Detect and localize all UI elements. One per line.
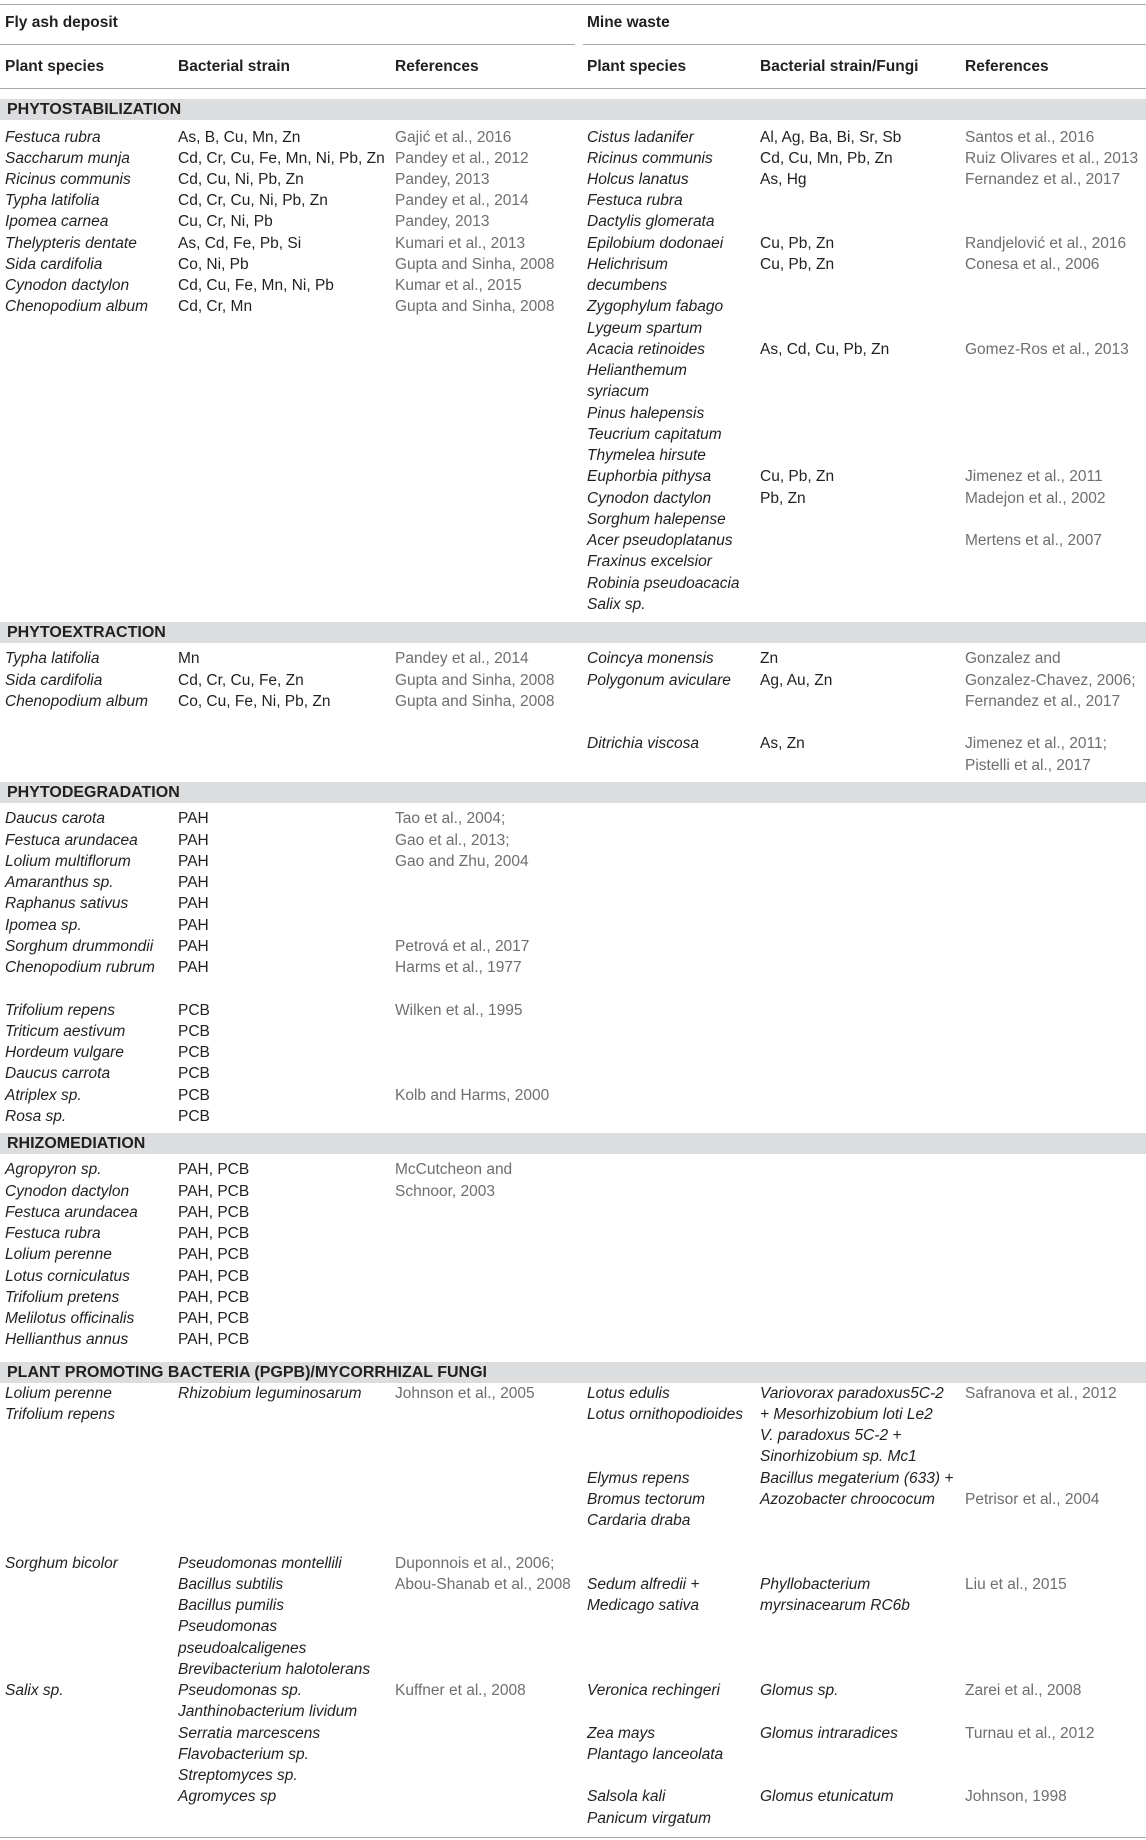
col-header-bacterial-strain-fungi: Bacterial strain/Fungi bbox=[760, 58, 919, 75]
mine-plant-species-cell: Epilobium dodonaei bbox=[587, 235, 724, 252]
mine-plant-species-cell: Ditrichia viscosa bbox=[587, 735, 699, 752]
mine-plant-species-cell: decumbens bbox=[587, 277, 668, 294]
top-rule bbox=[0, 4, 1146, 5]
mine-plant-species-cell: Lotus ornithopodioides bbox=[587, 1406, 743, 1423]
mine-strain-cell: Phyllobacterium bbox=[760, 1576, 871, 1593]
reference-cell: Kuffner et al., 2008 bbox=[395, 1682, 526, 1699]
plant-species-cell: Chenopodium album bbox=[5, 298, 149, 315]
mine-reference-cell: Santos et al., 2016 bbox=[965, 129, 1095, 146]
bacterial-strain-cell: Cd, Cr, Cu, Ni, Pb, Zn bbox=[178, 192, 328, 209]
plant-species-cell: Ipomea sp. bbox=[5, 917, 82, 934]
plant-species-cell: Hordeum vulgare bbox=[5, 1044, 124, 1061]
bacterial-strain-cell: PAH bbox=[178, 810, 209, 827]
plant-species-cell: Typha latifolia bbox=[5, 192, 100, 209]
plant-species-cell: Lolium perenne bbox=[5, 1246, 112, 1263]
bacterial-strain-cell: PCB bbox=[178, 1002, 210, 1019]
plant-species-cell: Salix sp. bbox=[5, 1682, 64, 1699]
mine-strain-cell: myrsinacearum RC6b bbox=[760, 1597, 910, 1614]
bacterial-strain-cell: Rhizobium leguminosarum bbox=[178, 1385, 362, 1402]
reference-cell: Johnson et al., 2005 bbox=[395, 1385, 535, 1402]
mine-reference-cell: Jimenez et al., 2011; bbox=[965, 735, 1107, 752]
reference-cell: Pandey, 2013 bbox=[395, 213, 490, 230]
reference-cell: Kumar et al., 2015 bbox=[395, 277, 522, 294]
mine-plant-species-cell: Veronica rechingeri bbox=[587, 1682, 720, 1699]
mine-plant-species-cell: Salix sp. bbox=[587, 596, 646, 613]
mine-strain-cell: Zn bbox=[760, 650, 779, 667]
reference-cell: Abou-Shanab et al., 2008 bbox=[395, 1576, 571, 1593]
group-header-fly-ash: Fly ash deposit bbox=[5, 14, 118, 31]
section-phytoextraction: PHYTOEXTRACTION bbox=[7, 624, 166, 641]
plant-species-cell: Hellianthus annus bbox=[5, 1331, 129, 1348]
group-rule-right bbox=[583, 44, 1146, 45]
bacterial-strain-cell: pseudoalcaligenes bbox=[178, 1640, 307, 1657]
mine-plant-species-cell: Bromus tectorum bbox=[587, 1491, 706, 1508]
bacterial-strain-cell: Agromyces sp bbox=[178, 1788, 277, 1805]
bacterial-strain-cell: PCB bbox=[178, 1087, 210, 1104]
plant-species-cell: Sida cardifolia bbox=[5, 256, 103, 273]
reference-cell: Kumari et al., 2013 bbox=[395, 235, 526, 252]
mine-plant-species-cell: Acacia retinoides bbox=[587, 341, 706, 358]
mine-strain-cell: V. paradoxus 5C-2 + bbox=[760, 1427, 902, 1444]
plant-species-cell: Typha latifolia bbox=[5, 650, 100, 667]
group-header-mine-waste: Mine waste bbox=[587, 14, 670, 31]
mine-reference-cell: Johnson, 1998 bbox=[965, 1788, 1067, 1805]
header-rule bbox=[0, 88, 1146, 89]
plant-species-cell: Cynodon dactylon bbox=[5, 277, 130, 294]
reference-cell: Gupta and Sinha, 2008 bbox=[395, 672, 555, 689]
reference-cell: Gajić et al., 2016 bbox=[395, 129, 512, 146]
reference-cell: Petrová et al., 2017 bbox=[395, 938, 530, 955]
section-phytodegradation: PHYTODEGRADATION bbox=[7, 784, 180, 801]
bacterial-strain-cell: Co, Ni, Pb bbox=[178, 256, 249, 273]
mine-plant-species-cell: Salsola kali bbox=[587, 1788, 666, 1805]
mine-plant-species-cell: syriacum bbox=[587, 383, 650, 400]
bacterial-strain-cell: PAH bbox=[178, 874, 209, 891]
bacterial-strain-cell: Cu, Cr, Ni, Pb bbox=[178, 213, 273, 230]
reference-cell: Gupta and Sinha, 2008 bbox=[395, 693, 555, 710]
plant-species-cell: Triticum aestivum bbox=[5, 1023, 126, 1040]
bacterial-strain-cell: PCB bbox=[178, 1023, 210, 1040]
mine-strain-cell: As, Hg bbox=[760, 171, 807, 188]
bacterial-strain-cell: Bacillus subtilis bbox=[178, 1576, 284, 1593]
mine-reference-cell: Turnau et al., 2012 bbox=[965, 1725, 1095, 1742]
bacterial-strain-cell: Brevibacterium halotolerans bbox=[178, 1661, 371, 1678]
mine-plant-species-cell: Coincya monensis bbox=[587, 650, 714, 667]
mine-reference-cell: Jimenez et al., 2011 bbox=[965, 468, 1103, 485]
plant-species-cell: Raphanus sativus bbox=[5, 895, 129, 912]
bacterial-strain-cell: Pseudomonas sp. bbox=[178, 1682, 303, 1699]
plant-species-cell: Trifolium repens bbox=[5, 1406, 115, 1423]
mine-plant-species-cell: Cistus ladanifer bbox=[587, 129, 694, 146]
mine-strain-cell: Glomus sp. bbox=[760, 1682, 839, 1699]
mine-strain-cell: Cu, Pb, Zn bbox=[760, 468, 835, 485]
plant-species-cell: Chenopodium album bbox=[5, 693, 149, 710]
bacterial-strain-cell: PCB bbox=[178, 1044, 210, 1061]
mine-plant-species-cell: Ricinus communis bbox=[587, 150, 713, 167]
plant-species-cell: Atriplex sp. bbox=[5, 1087, 82, 1104]
mine-plant-species-cell: Lotus edulis bbox=[587, 1385, 670, 1402]
plant-species-cell: Lotus corniculatus bbox=[5, 1268, 130, 1285]
mine-plant-species-cell: Lygeum spartum bbox=[587, 320, 703, 337]
mine-strain-cell: Al, Ag, Ba, Bi, Sr, Sb bbox=[760, 129, 902, 146]
reference-cell: Gupta and Sinha, 2008 bbox=[395, 256, 555, 273]
plant-species-cell: Sida cardifolia bbox=[5, 672, 103, 689]
mine-plant-species-cell: Zygophylum fabago bbox=[587, 298, 724, 315]
mine-plant-species-cell: Holcus lanatus bbox=[587, 171, 689, 188]
reference-cell: Wilken et al., 1995 bbox=[395, 1002, 523, 1019]
reference-cell: Gao et al., 2013; bbox=[395, 832, 510, 849]
bacterial-strain-cell: Streptomyces sp. bbox=[178, 1767, 298, 1784]
bacterial-strain-cell: PAH, PCB bbox=[178, 1268, 250, 1285]
section-band-phytoextraction bbox=[0, 622, 1146, 643]
bacterial-strain-cell: PAH, PCB bbox=[178, 1289, 250, 1306]
mine-strain-cell: Azozobacter chroococum bbox=[760, 1491, 935, 1508]
reference-cell: Pandey et al., 2014 bbox=[395, 192, 529, 209]
col-header-references-mine: References bbox=[965, 58, 1049, 75]
bacterial-strain-cell: PAH, PCB bbox=[178, 1331, 250, 1348]
bacterial-strain-cell: Cd, Cr, Mn bbox=[178, 298, 253, 315]
bacterial-strain-cell: PAH, PCB bbox=[178, 1246, 250, 1263]
mine-strain-cell: Cu, Pb, Zn bbox=[760, 235, 835, 252]
mine-plant-species-cell: Acer pseudoplatanus bbox=[587, 532, 733, 549]
section-band-rhizomediation bbox=[0, 1133, 1146, 1154]
bacterial-strain-cell: As, Cd, Fe, Pb, Si bbox=[178, 235, 302, 252]
bacterial-strain-cell: PAH bbox=[178, 917, 209, 934]
plant-species-cell: Sorghum bicolor bbox=[5, 1555, 118, 1572]
bacterial-strain-cell: PAH bbox=[178, 938, 209, 955]
mine-plant-species-cell: Polygonum aviculare bbox=[587, 672, 731, 689]
bacterial-strain-cell: Flavobacterium sp. bbox=[178, 1746, 309, 1763]
bacterial-strain-cell: Janthinobacterium lividum bbox=[178, 1703, 358, 1720]
bacterial-strain-cell: Cd, Cr, Cu, Fe, Zn bbox=[178, 672, 304, 689]
plant-species-cell: Sorghum drummondii bbox=[5, 938, 154, 955]
col-header-bacterial-strain: Bacterial strain bbox=[178, 58, 290, 75]
mine-plant-species-cell: Helianthemum bbox=[587, 362, 687, 379]
reference-cell: Kolb and Harms, 2000 bbox=[395, 1087, 550, 1104]
mine-reference-cell: Zarei et al., 2008 bbox=[965, 1682, 1082, 1699]
mine-plant-species-cell: Thymelea hirsute bbox=[587, 447, 706, 464]
mine-reference-cell: Randjelović et al., 2016 bbox=[965, 235, 1127, 252]
plant-species-cell: Amaranthus sp. bbox=[5, 874, 114, 891]
bacterial-strain-cell: Cd, Cr, Cu, Fe, Mn, Ni, Pb, Zn bbox=[178, 150, 385, 167]
reference-cell: Schnoor, 2003 bbox=[395, 1183, 495, 1200]
section-rhizomediation: RHIZOMEDIATION bbox=[7, 1135, 146, 1152]
mine-reference-cell: Gomez-Ros et al., 2013 bbox=[965, 341, 1129, 358]
plant-species-cell: Melilotus officinalis bbox=[5, 1310, 135, 1327]
plant-species-cell: Lolium perenne bbox=[5, 1385, 112, 1402]
mine-plant-species-cell: Teucrium capitatum bbox=[587, 426, 722, 443]
plant-species-cell: Thelypteris dentate bbox=[5, 235, 137, 252]
plant-species-cell: Trifolium repens bbox=[5, 1002, 115, 1019]
mine-strain-cell: Ag, Au, Zn bbox=[760, 672, 833, 689]
mine-plant-species-cell: Pinus halepensis bbox=[587, 405, 705, 422]
plant-species-cell: Ipomea carnea bbox=[5, 213, 109, 230]
bacterial-strain-cell: PCB bbox=[178, 1065, 210, 1082]
mine-plant-species-cell: Sedum alfredii + bbox=[587, 1576, 700, 1593]
bacterial-strain-cell: PCB bbox=[178, 1108, 210, 1125]
bacterial-strain-cell: Co, Cu, Fe, Ni, Pb, Zn bbox=[178, 693, 331, 710]
bacterial-strain-cell: Mn bbox=[178, 650, 200, 667]
plant-species-cell: Daucus carrota bbox=[5, 1065, 111, 1082]
mine-reference-cell: Ruiz Olivares et al., 2013 bbox=[965, 150, 1139, 167]
plant-species-cell: Festuca rubra bbox=[5, 1225, 101, 1242]
bacterial-strain-cell: PAH bbox=[178, 853, 209, 870]
group-rule-left bbox=[0, 44, 575, 45]
mine-plant-species-cell: Fraxinus excelsior bbox=[587, 553, 712, 570]
plant-species-cell: Agropyron sp. bbox=[5, 1161, 102, 1178]
mine-strain-cell: Variovorax paradoxus5C-2 bbox=[760, 1385, 944, 1402]
bacterial-strain-cell: Pseudomonas montellili bbox=[178, 1555, 342, 1572]
plant-species-cell: Festuca rubra bbox=[5, 129, 101, 146]
mine-strain-cell: Glomus intraradices bbox=[760, 1725, 898, 1742]
mine-reference-cell: Fernandez et al., 2017 bbox=[965, 693, 1121, 710]
reference-cell: Gao and Zhu, 2004 bbox=[395, 853, 529, 870]
reference-cell: Gupta and Sinha, 2008 bbox=[395, 298, 555, 315]
mine-plant-species-cell: Dactylis glomerata bbox=[587, 213, 715, 230]
reference-cell: Pandey et al., 2014 bbox=[395, 650, 529, 667]
bacterial-strain-cell: Bacillus pumilis bbox=[178, 1597, 284, 1614]
plant-species-cell: Daucus carota bbox=[5, 810, 105, 827]
col-header-plant-species: Plant species bbox=[5, 58, 105, 75]
col-header-references: References bbox=[395, 58, 479, 75]
mine-strain-cell: Glomus etunicatum bbox=[760, 1788, 894, 1805]
mine-reference-cell: Safranova et al., 2012 bbox=[965, 1385, 1117, 1402]
mine-plant-species-cell: Festuca rubra bbox=[587, 192, 683, 209]
bacterial-strain-cell: PAH, PCB bbox=[178, 1183, 250, 1200]
bacterial-strain-cell: PAH, PCB bbox=[178, 1204, 250, 1221]
mine-strain-cell: Cd, Cu, Mn, Pb, Zn bbox=[760, 150, 893, 167]
mine-strain-cell: + Mesorhizobium loti Le2 bbox=[760, 1406, 933, 1423]
plant-species-cell: Festuca arundacea bbox=[5, 1204, 138, 1221]
mine-plant-species-cell: Plantago lanceolata bbox=[587, 1746, 724, 1763]
mine-strain-cell: Pb, Zn bbox=[760, 490, 806, 507]
reference-cell: Pandey et al., 2012 bbox=[395, 150, 529, 167]
plant-species-cell: Lolium multiflorum bbox=[5, 853, 131, 870]
mine-plant-species-cell: Euphorbia pithysa bbox=[587, 468, 712, 485]
plant-species-cell: Trifolium pretens bbox=[5, 1289, 120, 1306]
mine-strain-cell: As, Zn bbox=[760, 735, 805, 752]
mine-plant-species-cell: Sorghum halepense bbox=[587, 511, 726, 528]
mine-reference-cell: Liu et al., 2015 bbox=[965, 1576, 1067, 1593]
mine-plant-species-cell: Zea mays bbox=[587, 1725, 656, 1742]
mine-reference-cell: Madejon et al., 2002 bbox=[965, 490, 1106, 507]
bacterial-strain-cell: Cd, Cu, Ni, Pb, Zn bbox=[178, 171, 304, 188]
bacterial-strain-cell: PAH bbox=[178, 895, 209, 912]
bacterial-strain-cell: PAH, PCB bbox=[178, 1225, 250, 1242]
mine-plant-species-cell: Medicago sativa bbox=[587, 1597, 700, 1614]
mine-plant-species-cell: Cynodon dactylon bbox=[587, 490, 712, 507]
mine-reference-cell: Pistelli et al., 2017 bbox=[965, 757, 1091, 774]
bacterial-strain-cell: PAH bbox=[178, 832, 209, 849]
mine-strain-cell: Bacillus megaterium (633) + bbox=[760, 1470, 954, 1487]
reference-cell: Tao et al., 2004; bbox=[395, 810, 506, 827]
mine-plant-species-cell: Elymus repens bbox=[587, 1470, 690, 1487]
bacterial-strain-cell: PAH, PCB bbox=[178, 1310, 250, 1327]
mine-plant-species-cell: Panicum virgatum bbox=[587, 1810, 712, 1827]
plant-species-cell: Cynodon dactylon bbox=[5, 1183, 130, 1200]
bacterial-strain-cell: Cd, Cu, Fe, Mn, Ni, Pb bbox=[178, 277, 334, 294]
mine-plant-species-cell: Cardaria draba bbox=[587, 1512, 691, 1529]
reference-cell: McCutcheon and bbox=[395, 1161, 513, 1178]
mine-strain-cell: Cu, Pb, Zn bbox=[760, 256, 835, 273]
bacterial-strain-cell: Pseudomonas bbox=[178, 1618, 278, 1635]
section-phytostabilization: PHYTOSTABILIZATION bbox=[7, 101, 182, 118]
mine-reference-cell: Petrisor et al., 2004 bbox=[965, 1491, 1100, 1508]
plant-species-cell: Chenopodium rubrum bbox=[5, 959, 155, 976]
plant-species-cell: Rosa sp. bbox=[5, 1108, 67, 1125]
reference-cell: Pandey, 2013 bbox=[395, 171, 490, 188]
section-pgpb: PLANT PROMOTING BACTERIA (PGPB)/MYCORRHIZAL FUNGI bbox=[7, 1364, 487, 1381]
plant-species-cell: Festuca arundacea bbox=[5, 832, 138, 849]
mine-reference-cell: Conesa et al., 2006 bbox=[965, 256, 1100, 273]
reference-cell: Harms et al., 1977 bbox=[395, 959, 522, 976]
mine-reference-cell: Mertens et al., 2007 bbox=[965, 532, 1102, 549]
col-header-plant-species-mine: Plant species bbox=[587, 58, 687, 75]
bacterial-strain-cell: As, B, Cu, Mn, Zn bbox=[178, 129, 301, 146]
mine-reference-cell: Fernandez et al., 2017 bbox=[965, 171, 1121, 188]
bottom-rule bbox=[0, 1837, 1146, 1838]
mine-reference-cell: Gonzalez and bbox=[965, 650, 1061, 667]
bacterial-strain-cell: PAH bbox=[178, 959, 209, 976]
mine-plant-species-cell: Robinia pseudoacacia bbox=[587, 575, 740, 592]
reference-cell: Duponnois et al., 2006; bbox=[395, 1555, 555, 1572]
plant-species-cell: Ricinus communis bbox=[5, 171, 131, 188]
plant-species-cell: Saccharum munja bbox=[5, 150, 130, 167]
mine-plant-species-cell: Helichrisum bbox=[587, 256, 668, 273]
bacterial-strain-cell: PAH, PCB bbox=[178, 1161, 250, 1178]
mine-strain-cell: As, Cd, Cu, Pb, Zn bbox=[760, 341, 890, 358]
mine-strain-cell: Sinorhizobium sp. Mc1 bbox=[760, 1448, 917, 1465]
bacterial-strain-cell: Serratia marcescens bbox=[178, 1725, 321, 1742]
mine-reference-cell: Gonzalez-Chavez, 2006; bbox=[965, 672, 1136, 689]
